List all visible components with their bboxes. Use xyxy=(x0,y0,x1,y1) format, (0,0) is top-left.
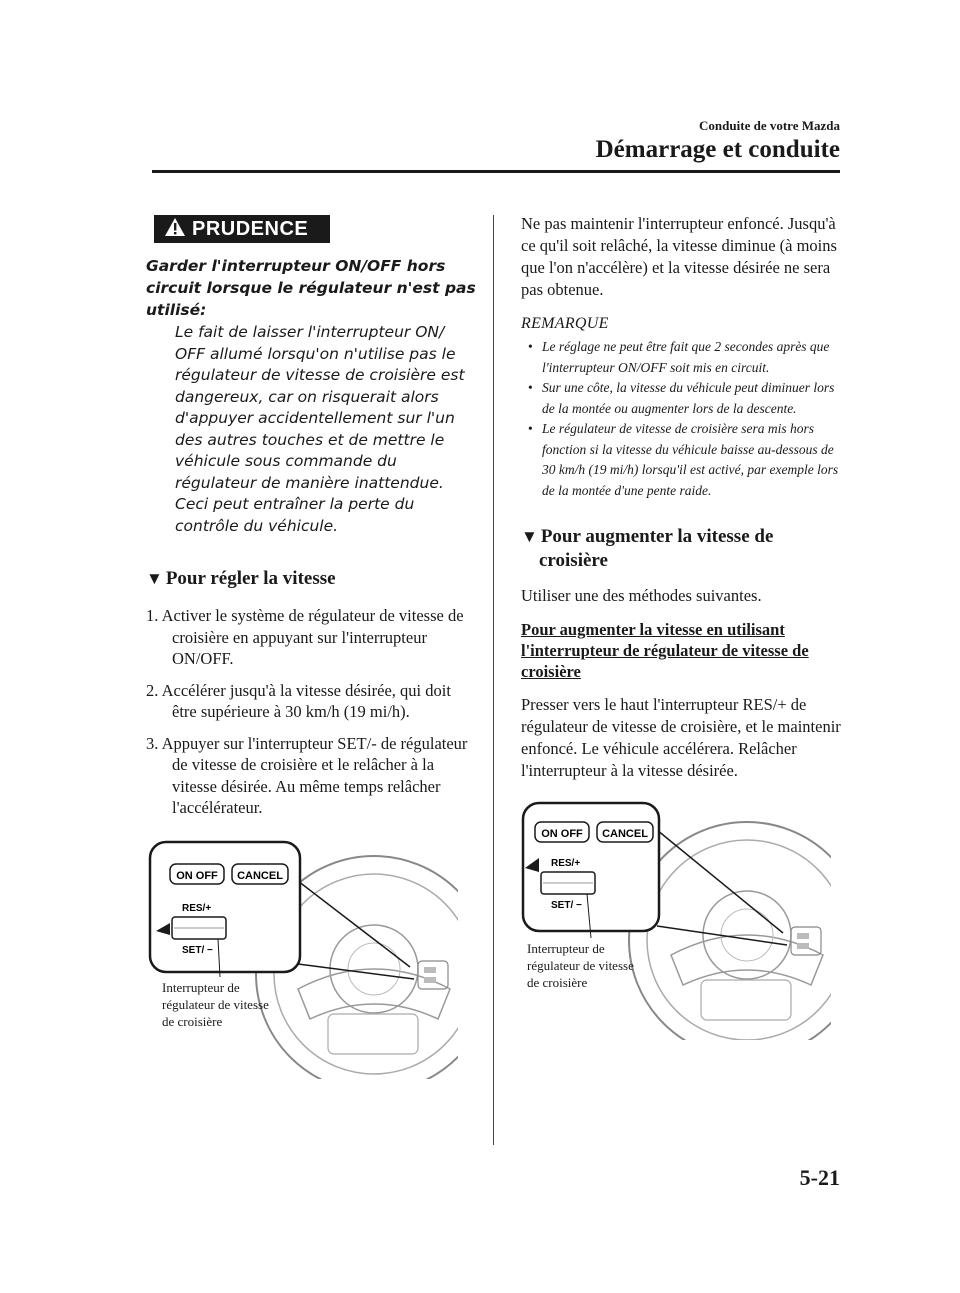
set-label: SET/ − xyxy=(182,944,213,956)
list-item: • Le réglage ne peut être fait que 2 secondes après que l'interrupteur ON/OFF soit mis en circuit. xyxy=(528,339,830,375)
caution-title: Garder l'interrupteur ON/OFF hors circuit lorsque le régulateur n'est pas utilisé: xyxy=(146,257,476,319)
res-label: RES/+ xyxy=(182,902,212,914)
set-label: SET/ − xyxy=(551,900,582,911)
increase-speed-heading xyxy=(521,525,843,573)
increase-body: Presser vers le haut l'interrupteur RES/+ de régulateur de vitesse de croisière, et le maintenir enfoncé. Le véhicule accélérera. Relâcher l'interrupteur à la vitesse désirée. xyxy=(521,695,841,780)
step-item: 3. Appuyer sur l'interrupteur SET/- de régulateur de vitesse de croisière et le relâcher à la vitesse désirée. Au même temps relâcher l'accélérateur. xyxy=(146,733,468,817)
step-item: 1. Activer le système de régulateur de vitesse de croisière en appuyant sur l'interrupteur ON/OFF. xyxy=(146,606,464,668)
section-title: Démarrage et conduite xyxy=(595,136,840,163)
set-speed-steps xyxy=(146,605,476,819)
set-speed-heading xyxy=(146,567,476,591)
on-off-button-label: ON OFF xyxy=(176,869,218,882)
list-item: • Le régulateur de vitesse de croisière sera mis hors fonction si la vitesse du véhicule baisse au-dessous de 30 km/h (19 mi/h) lorsqu'il est activé, par exemple lors de la montée d'une pente raide. xyxy=(528,421,839,498)
increase-speed-title: Pour augmenter la vitesse de croisière xyxy=(539,526,774,571)
caution-badge xyxy=(154,215,330,243)
left-column xyxy=(146,215,476,1079)
step-item: 2. Accélérer jusqu'à la vitesse désirée, qui doit être supérieure à 30 km/h (19 mi/h). xyxy=(146,680,451,721)
set-speed-title: Pour régler la vitesse xyxy=(165,568,336,589)
right-column xyxy=(521,213,843,1040)
steering-wheel-illustration xyxy=(148,839,458,1079)
remarque-notes xyxy=(521,337,843,501)
cancel-button-label: CANCEL xyxy=(602,828,648,840)
triangle-marker-icon: ▼ xyxy=(521,527,538,546)
intro-paragraph: Ne pas maintenir l'interrupteur enfoncé. Jusqu'à ce qu'il soit relâché, la vitesse diminue (à moins que l'on n'accélère) et la vitesse désirée ne sera pas obtenue. xyxy=(521,214,837,299)
res-label: RES/+ xyxy=(551,858,581,869)
header-rule xyxy=(152,170,840,173)
callout-label-right: Interrupteur de régulateur de vitesse de croisière xyxy=(527,941,634,990)
on-off-button-label: ON OFF xyxy=(541,828,583,840)
caution-label: PRUDENCE xyxy=(192,218,309,240)
remarque-heading: REMARQUE xyxy=(521,315,609,332)
chapter-title: Conduite de votre Mazda xyxy=(699,118,840,133)
triangle-marker-icon: ▼ xyxy=(146,569,163,588)
page-number: 5-21 xyxy=(799,1165,840,1190)
list-item: • Sur une côte, la vitesse du véhicule peut diminuer lors de la montée ou augmenter lors de la descente. xyxy=(528,380,835,416)
steering-wheel-figure-left xyxy=(148,839,458,1079)
steering-wheel-figure-right xyxy=(521,800,831,1040)
increase-intro: Utiliser une des méthodes suivantes. xyxy=(521,586,762,605)
increase-subheading: Pour augmenter la vitesse en utilisant l'interrupteur de régulateur de vitesse de croisière xyxy=(521,620,809,681)
cancel-button-label: CANCEL xyxy=(237,869,283,882)
column-divider xyxy=(493,215,494,1145)
warning-icon xyxy=(164,217,186,237)
steering-wheel-illustration xyxy=(521,800,831,1040)
callout-label-left: Interrupteur de régulateur de vitesse de croisière xyxy=(162,979,269,1029)
caution-body: Le fait de laisser l'interrupteur ON/ OFF allumé lorsqu'on n'utilise pas le régulateur de vitesse de croisière est dangereux, car on risquerait alors d'appuyer accidentellement sur l'un des autres touches et de mettre le véhicule sous commande du régulateur de manière inattendue. Ceci peut entraîner la perte du contrôle du véhicule. xyxy=(175,323,465,535)
